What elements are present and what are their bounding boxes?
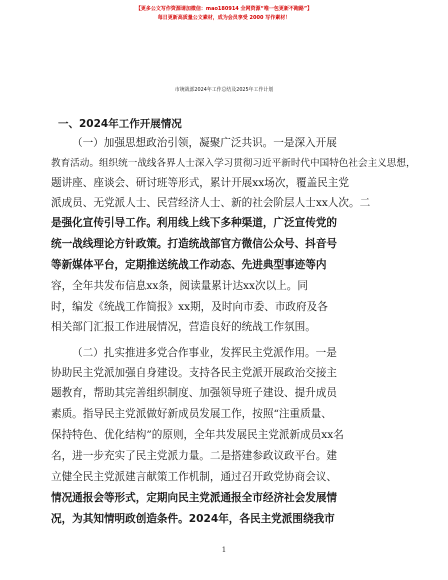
paragraph-1-line: 等新媒体平台，定期推送统战工作动态、先进典型事迹等内	[51, 259, 327, 271]
paragraph-2-line: 协助民主党派加强自身建设。支持各民主党派开展政治交接主	[51, 367, 338, 379]
paragraph-2-line: 名，进一步充实了民主党派力量。二是搭建参政议政平台。建	[51, 450, 338, 462]
paragraph-1-line: 容，全年共发布信息xx条，阅读量累计达xx次以上。同	[51, 280, 308, 292]
paragraph-1-line: 时，编发《统战工作简报》xx期，及时向市委、市政府及各	[51, 301, 328, 313]
paragraph-2-line: 素质。指导民主党派做好新成员发展工作，按照“注重质量、	[51, 408, 332, 420]
document-title: 市统战部2024年工作总结及2025年工作计划	[174, 87, 274, 93]
paragraph-1-line: 教育活动。组织统一战线各界人士深入学习贯彻习近平新时代中国特色社会主义思想，	[51, 158, 416, 169]
paragraph-2-line: 题教育，帮助其完善组织制度、加强领导班子建设、提升成员	[51, 387, 338, 399]
paragraph-2-line: 情况通报会等形式，定期向民主党派通报全市经济社会发展情	[51, 492, 338, 504]
paragraph-2-line: 况，为其知情明政创造条件。2024年，各民主党派围绕我市	[51, 513, 335, 525]
paragraph-2-line: 立健全民主党派建言献策工作机制，通过召开政党协商会议、	[51, 471, 338, 483]
promo-banner-line-2: 每日更新高质量公文素材，成为会员享受 2000 写作素材！	[157, 15, 291, 21]
promo-banner-line-1: 【更多公文写作资源请加微信：mao180914 全网资源“唯一包更新不跑路”】	[135, 6, 313, 12]
page-number: 1	[221, 546, 227, 554]
paragraph-1-line: （一）加强思想政治引领，凝聚广泛共识。一是深入开展	[72, 137, 337, 149]
section-heading: 一、2024年工作开展情况	[58, 118, 182, 130]
paragraph-1-line: 题讲座、座谈会、研讨班等形式，累计开展xx场次，覆盖民主党	[51, 177, 349, 189]
paragraph-2-line: （二）扎实推进多党合作事业，发挥民主党派作用。一是	[72, 347, 337, 359]
paragraph-1-line: 是强化宣传引导工作。利用线上线下多种渠道，广泛宣传党的	[51, 217, 338, 229]
paragraph-1-line: 派成员、无党派人士、民营经济人士、新的社会阶层人士xx人次。二	[51, 197, 371, 209]
paragraph-2-line: 保持特色、优化结构”的原则，全年共发展民主党派新成员xx名	[51, 429, 344, 441]
paragraph-1-line: 相关部门汇报工作进展情况，营造良好的统战工作氛围。	[51, 321, 316, 333]
paragraph-1-line: 统一战线理论方针政策。打造统战部官方微信公众号、抖音号	[51, 238, 338, 250]
